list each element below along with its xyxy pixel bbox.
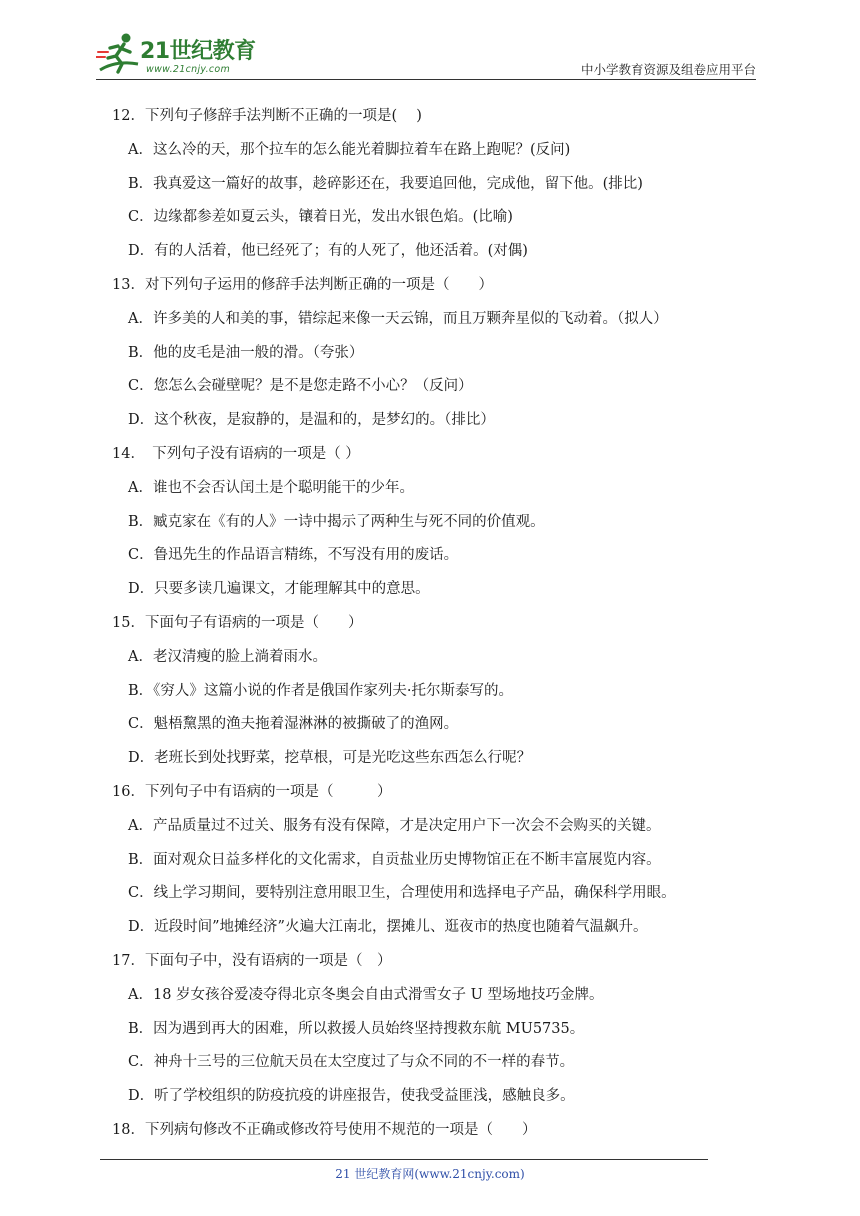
option-d: D．只要多读几遍课文，才能理解其中的意思。 bbox=[128, 581, 430, 598]
question-stem: 17．下面句子中，没有语病的一项是（ ） bbox=[112, 952, 392, 969]
option-a: A．产品质量过不过关、服务有没有保障，才是决定用户下一次会不会购买的关键。 bbox=[128, 817, 661, 834]
question-stem: 13．对下列句子运用的修辞手法判断正确的一项是（ ） bbox=[112, 276, 493, 293]
logo-url: www.21cnjy.com bbox=[146, 64, 231, 75]
option-a: A．谁也不会否认闰土是个聪明能干的少年。 bbox=[128, 479, 414, 496]
question-stem: 15．下面句子有语病的一项是（ ） bbox=[112, 614, 363, 631]
option-d: D．这个秋夜，是寂静的，是温和的，是梦幻的。（排比） bbox=[128, 412, 495, 429]
option-d: D．近段时间”地摊经济”火遍大江南北，摆摊儿、逛夜市的热度也随着气温飙升。 bbox=[128, 919, 648, 936]
option-c: C．您怎么会碰壁呢？是不是您走路不小心？（反问） bbox=[128, 378, 473, 395]
runner-logo-icon bbox=[96, 30, 142, 76]
option-b: B．面对观众日益多样化的文化需求，自贡盐业历史博物馆正在不断丰富展览内容。 bbox=[128, 851, 661, 868]
option-b: B．臧克家在《有的人》一诗中揭示了两种生与死不同的价值观。 bbox=[128, 513, 545, 530]
question-17 bbox=[112, 948, 732, 1117]
option-c: C．神舟十三号的三位航天员在太空度过了与众不同的不一样的春节。 bbox=[128, 1054, 575, 1071]
option-a: A．许多美的人和美的事，错综起来像一天云锦，而且万颗奔星似的飞动着。（拟人） bbox=[128, 310, 668, 327]
question-12 bbox=[112, 103, 732, 272]
page-header bbox=[0, 0, 860, 82]
platform-name: 中小学教育资源及组卷应用平台 bbox=[580, 62, 756, 77]
question-14 bbox=[112, 441, 732, 610]
option-c: C．边缘都参差如夏云头，镶着日光，发出水银色焰。(比喻) bbox=[128, 209, 513, 226]
option-c: C．线上学习期间，要特别注意用眼卫生，合理使用和选择电子产品，确保科学用眼。 bbox=[128, 885, 676, 902]
header-divider bbox=[96, 79, 756, 80]
option-a: A．18 岁女孩谷爱凌夺得北京冬奥会自由式滑雪女子 U 型场地技巧金牌。 bbox=[128, 986, 604, 1003]
question-18 bbox=[112, 1117, 732, 1151]
question-stem: 18．下列病句修改不正确或修改符号使用不规范的一项是（ ） bbox=[112, 1121, 537, 1138]
question-stem: 12．下列句子修辞手法判断不正确的一项是( ) bbox=[112, 108, 422, 124]
question-list bbox=[112, 103, 732, 1151]
option-d: D．听了学校组织的防疫抗疫的讲座报告，使我受益匪浅，感触良多。 bbox=[128, 1088, 575, 1105]
question-13 bbox=[112, 272, 732, 441]
option-c: C．鲁迅先生的作品语言精练，不写没有用的废话。 bbox=[128, 547, 459, 564]
option-a: A．这么冷的天，那个拉车的怎么能光着脚拉着车在路上跑呢？(反问) bbox=[128, 141, 571, 158]
site-logo[interactable] bbox=[96, 30, 266, 80]
option-b: B．他的皮毛是油一般的滑。（夸张） bbox=[128, 344, 364, 361]
question-stem: 14． 下列句子没有语病的一项是（ ） bbox=[112, 445, 360, 462]
question-15 bbox=[112, 610, 732, 779]
option-d: D．有的人活着，他已经死了；有的人死了，他还活着。(对偶) bbox=[128, 243, 528, 260]
logo-title: 21世纪教育 bbox=[140, 39, 256, 64]
option-b: B．我真爱这一篇好的故事，趁碎影还在，我要追回他，完成他，留下他。(排比) bbox=[128, 175, 643, 192]
footer-link[interactable]: 21 世纪教育网(www.21cnjy.com) bbox=[335, 1167, 525, 1181]
option-b: B．《穷人》这篇小说的作者是俄国作家列夫·托尔斯泰写的。 bbox=[128, 682, 514, 699]
option-a: A．老汉清瘦的脸上淌着雨水。 bbox=[128, 648, 327, 665]
footer-divider bbox=[100, 1159, 708, 1160]
question-stem: 16．下列句子中有语病的一项是（ ） bbox=[112, 783, 392, 800]
option-b: B．因为遇到再大的困难，所以救援人员始终坚持搜救东航 MU5735。 bbox=[128, 1020, 585, 1037]
question-16 bbox=[112, 779, 732, 948]
option-c: C．魁梧黧黑的渔夫拖着湿淋淋的被撕破了的渔网。 bbox=[128, 716, 459, 733]
option-d: D．老班长到处找野菜，挖草根，可是光吃这些东西怎么行呢？ bbox=[128, 750, 532, 767]
